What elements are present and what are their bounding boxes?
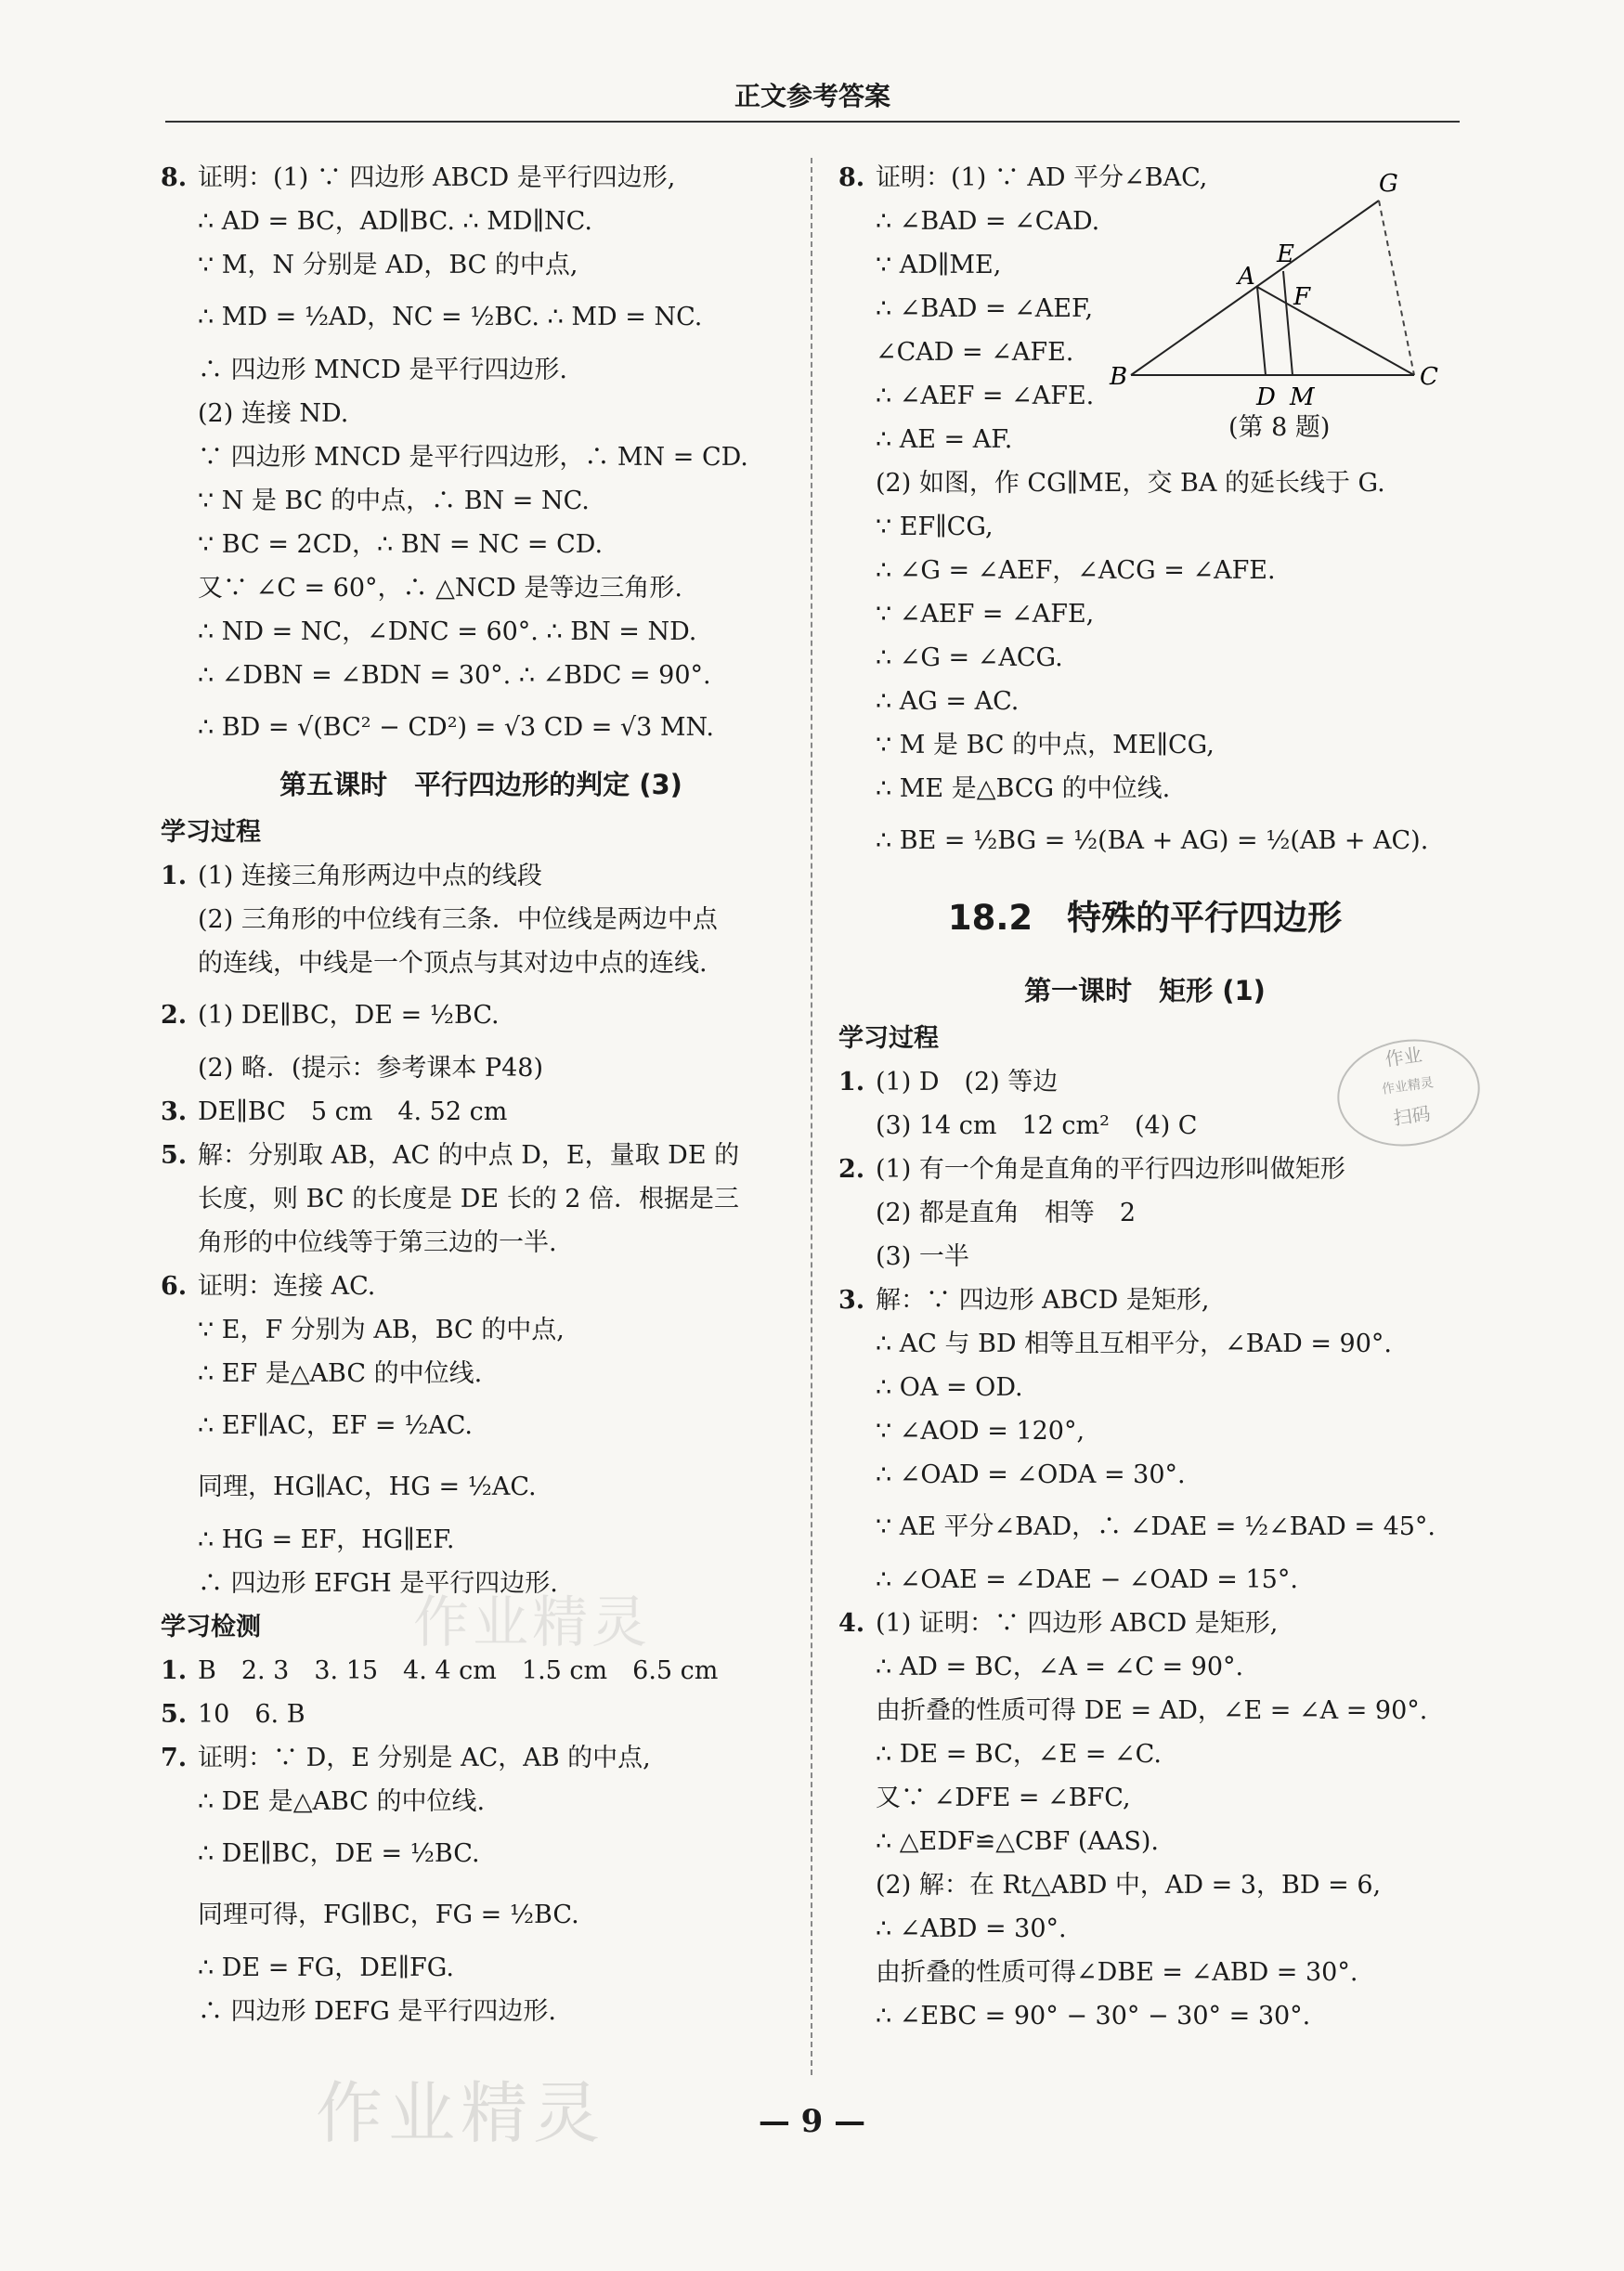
- line-text: ∵ E，F 分别为 AB，BC 的中点,: [198, 1316, 565, 1344]
- line-text: ∵ EF∥CG,: [876, 513, 994, 541]
- question-number: 6.: [161, 1272, 188, 1301]
- line-text: 的连线，中线是一个顶点与其对边中点的连线.: [198, 949, 708, 978]
- line-text: ∵ ∠AEF = ∠AFE,: [876, 600, 1095, 629]
- line-text: (3) 14 cm 12 cm² (4) C: [876, 1111, 1198, 1140]
- right-line: [838, 1602, 1451, 1645]
- left-line: [161, 156, 801, 200]
- right-line: [838, 1366, 1451, 1409]
- line-text: (1) 有一个角是直角的平行四边形叫做矩形: [876, 1155, 1345, 1184]
- line-text: ∴ AE = AF.: [876, 425, 1013, 454]
- line-text: 证明：连接 AC.: [198, 1272, 376, 1301]
- right-line: [838, 549, 1451, 592]
- question-number: 5.: [161, 1700, 188, 1729]
- line-text: ∵ N 是 BC 的中点，∴ BN = NC.: [198, 487, 590, 515]
- watermark-mid: 作业精灵: [413, 1590, 651, 1655]
- left-line: [161, 1134, 801, 1177]
- left-line: [161, 610, 801, 654]
- line-text: 角形的中位线等于第三边的一半.: [198, 1228, 557, 1257]
- line-text: (1) D (2) 等边: [876, 1068, 1059, 1097]
- left-line: [161, 1990, 801, 2033]
- line-text: 学习过程: [161, 818, 261, 847]
- right-line: [838, 636, 1451, 680]
- line-text: 证明：(1) ∵ AD 平分∠BAC,: [876, 163, 1208, 192]
- line-text: ∴ ∠AEF = ∠AFE.: [876, 382, 1095, 410]
- left-line: [161, 1090, 801, 1134]
- left-line: [161, 1352, 801, 1395]
- left-line: [161, 200, 801, 243]
- line-text: ∴ 四边形 EFGH 是平行四边形.: [198, 1569, 558, 1598]
- right-line: [838, 461, 1451, 505]
- line-text: DE∥BC 5 cm 4. 52 cm: [198, 1097, 508, 1126]
- line-text: ∵ ∠AOD = 120°,: [876, 1417, 1085, 1446]
- right-line: [838, 1278, 1451, 1322]
- line-text: 18.2 特殊的平行四边形: [947, 898, 1343, 938]
- line-text: ∴ HG = EF，HG∥EF.: [198, 1525, 455, 1554]
- label-f: F: [1293, 283, 1311, 311]
- left-line: [161, 392, 801, 435]
- line-text: ∴ EF∥AC，EF = ½AC.: [198, 1411, 474, 1440]
- line-text: (2) 略．(提示：参考课本 P48): [198, 1054, 544, 1083]
- line-text: (1) 证明：∵ 四边形 ABCD 是矩形,: [876, 1609, 1279, 1638]
- line-text: ∵ BC = 2CD，∴ BN = NC = CD.: [198, 530, 604, 559]
- right-line: [838, 767, 1451, 811]
- question-number: 1.: [161, 862, 188, 890]
- right-line: [838, 1409, 1451, 1453]
- left-line: [161, 523, 801, 566]
- line-text: 第五课时 平行四边形的判定 (3): [279, 769, 682, 800]
- line-text: ∴ AC 与 BD 相等且互相平分，∠BAD = 90°.: [876, 1330, 1392, 1358]
- question-number: 5.: [161, 1141, 188, 1170]
- triangle-figure: [1110, 165, 1438, 411]
- right-line: [838, 1907, 1451, 1951]
- left-line: [161, 243, 801, 287]
- right-line: [838, 872, 1451, 965]
- question-number: 3.: [161, 1097, 188, 1126]
- left-line: [161, 654, 801, 697]
- label-g: G: [1379, 170, 1398, 198]
- line-text: 由折叠的性质可得∠DBE = ∠ABD = 30°.: [876, 1958, 1358, 1987]
- line-text: (1) DE∥BC，DE = ½BC.: [198, 1001, 500, 1030]
- right-line: [838, 1235, 1451, 1278]
- header-rule: [165, 121, 1460, 123]
- left-line: [161, 348, 801, 392]
- line-text: 又∵ ∠C = 60°，∴ △NCD 是等边三角形.: [198, 574, 682, 603]
- question-number: 2.: [161, 1001, 188, 1030]
- line-text: ∴ AD = BC，∠A = ∠C = 90°.: [876, 1653, 1244, 1681]
- line-text: ∴ OA = OD.: [876, 1373, 1023, 1402]
- line-text: 证明：(1) ∵ 四边形 ABCD 是平行四边形,: [198, 163, 676, 192]
- line-text: ∴ ∠EBC = 90° − 30° − 30° = 30°.: [876, 2002, 1311, 2031]
- column-divider: [811, 158, 812, 2075]
- right-line: [838, 1453, 1451, 1497]
- right-line: [838, 1820, 1451, 1863]
- left-line: [161, 566, 801, 610]
- left-line: [161, 1221, 801, 1265]
- line-text: 由折叠的性质可得 DE = AD，∠E = ∠A = 90°.: [876, 1696, 1428, 1725]
- question-number: 2.: [838, 1155, 865, 1184]
- line-text: ∴ ∠G = ∠AEF，∠ACG = ∠AFE.: [876, 556, 1276, 585]
- line-text: 第一课时 矩形 (1): [1024, 975, 1266, 1006]
- label-e: E: [1277, 240, 1294, 268]
- left-line: [161, 1308, 801, 1352]
- line-text: 解：∵ 四边形 ABCD 是矩形,: [876, 1286, 1210, 1315]
- question-number: 4.: [838, 1609, 865, 1638]
- left-line: [161, 435, 801, 479]
- label-a: A: [1238, 263, 1255, 291]
- line-text: ∴ ∠BAD = ∠CAD.: [876, 207, 1100, 236]
- question-number: 8.: [838, 163, 865, 192]
- line-text: (2) 都是直角 相等 2: [876, 1199, 1137, 1227]
- left-line: [161, 811, 801, 854]
- line-text: ∴ △EDF≌△CBF (AAS).: [876, 1827, 1159, 1856]
- right-line: [838, 1645, 1451, 1689]
- right-line: [838, 680, 1451, 723]
- line-text: ∴ 四边形 DEFG 是平行四边形.: [198, 1997, 556, 2026]
- line-text: ∴ DE = FG，DE∥FG.: [198, 1953, 454, 1982]
- line-text: (2) 连接 ND.: [198, 399, 349, 428]
- line-text: ∴ BD = √(BC² − CD²) = √3 CD = √3 MN.: [198, 713, 714, 742]
- left-line: [161, 854, 801, 898]
- line-text: 同理可得，FG∥BC，FG = ½BC.: [198, 1901, 579, 1929]
- left-line: [161, 1946, 801, 1990]
- line-text: 证明：∵ D，E 分别是 AC，AB 的中点,: [198, 1744, 651, 1772]
- right-line: [838, 1951, 1451, 1994]
- left-line: [161, 1518, 801, 1562]
- line-text: ∴ EF 是△ABC 的中位线.: [198, 1359, 483, 1388]
- line-text: ∴ ME 是△BCG 的中位线.: [876, 774, 1171, 803]
- line-text: 解：分别取 AB，AC 的中点 D，E，量取 DE 的: [198, 1141, 740, 1170]
- segment-ad: [1257, 287, 1266, 375]
- left-line: [161, 898, 801, 941]
- line-text: 又∵ ∠DFE = ∠BFC,: [876, 1784, 1131, 1812]
- question-number: 8.: [161, 163, 188, 192]
- right-line: [838, 1732, 1451, 1776]
- label-m: M: [1290, 383, 1315, 411]
- question-number: 1.: [161, 1656, 188, 1685]
- line-text: ∴ AD = BC，AD∥BC. ∴ MD∥NC.: [198, 207, 592, 236]
- line-text: ∵ AD∥ME,: [876, 251, 1002, 279]
- line-text: ∴ AG = AC.: [876, 687, 1020, 716]
- line-text: ∴ ∠OAD = ∠ODA = 30°.: [876, 1460, 1186, 1489]
- left-line: [161, 759, 801, 811]
- line-text: (2) 三角形的中位线有三条．中位线是两边中点: [198, 905, 718, 934]
- left-line: [161, 1177, 801, 1221]
- line-text: ∠CAD = ∠AFE.: [876, 338, 1074, 367]
- line-text: ∴ ND = NC，∠DNC = 60°. ∴ BN = ND.: [198, 617, 697, 646]
- left-line: [161, 697, 801, 759]
- question-number: 1.: [838, 1068, 865, 1097]
- line-text: ∴ ∠G = ∠ACG.: [876, 643, 1063, 672]
- line-text: ∴ ∠DBN = ∠BDN = 30°. ∴ ∠BDC = 90°.: [198, 661, 711, 690]
- line-text: (1) 连接三角形两边中点的线段: [198, 862, 542, 890]
- right-line: [838, 811, 1451, 872]
- label-b: B: [1110, 363, 1128, 391]
- line-text: ∵ AE 平分∠BAD，∴ ∠DAE = ½∠BAD = 45°.: [876, 1512, 1436, 1541]
- left-line: [161, 1736, 801, 1780]
- right-line: [838, 1994, 1451, 2038]
- right-line: [838, 1322, 1451, 1366]
- left-line: [161, 479, 801, 523]
- left-line: [161, 985, 801, 1046]
- line-text: ∴ MD = ½AD，NC = ½BC. ∴ MD = NC.: [198, 303, 703, 331]
- segment-me: [1283, 271, 1293, 375]
- left-line: [161, 1046, 801, 1090]
- right-line: [838, 1558, 1451, 1602]
- left-line: [161, 1885, 801, 1946]
- line-text: B 2. 3 3. 15 4. 4 cm 1.5 cm 6.5 cm: [198, 1656, 719, 1685]
- line-text: ∵ 四边形 MNCD 是平行四边形，∴ MN = CD.: [198, 443, 748, 472]
- figure-caption: (第 8 题): [1228, 413, 1331, 442]
- line-text: (2) 如图，作 CG∥ME，交 BA 的延长线于 G.: [876, 469, 1385, 498]
- right-line: [838, 418, 1451, 461]
- right-line: [838, 965, 1451, 1017]
- line-text: ∵ M 是 BC 的中点，ME∥CG,: [876, 731, 1215, 759]
- left-line: [161, 1780, 801, 1823]
- left-line: [161, 1823, 801, 1885]
- right-line: [838, 1776, 1451, 1820]
- left-line: [161, 1395, 801, 1457]
- left-line: [161, 1693, 801, 1736]
- left-column: [161, 156, 801, 2033]
- left-line: [161, 941, 801, 985]
- right-line: [838, 505, 1451, 549]
- page-header: 正文参考答案: [734, 81, 890, 111]
- stamp-seal: 作业 作业精灵 扫码: [1331, 1031, 1487, 1155]
- right-line: [838, 1191, 1451, 1235]
- line-text: ∴ ∠BAD = ∠AEF,: [876, 294, 1094, 323]
- right-line: [838, 1148, 1451, 1191]
- segment-cg-dashed: [1379, 201, 1414, 375]
- right-line: [838, 723, 1451, 767]
- label-c: C: [1420, 363, 1438, 391]
- line-text: 10 6. B: [198, 1700, 305, 1729]
- line-text: ∴ DE 是△ABC 的中位线.: [198, 1787, 486, 1816]
- line-text: ∴ ∠OAE = ∠DAE − ∠OAD = 15°.: [876, 1565, 1298, 1594]
- line-text: 长度，则 BC 的长度是 DE 长的 2 倍．根据是三: [198, 1185, 740, 1213]
- right-line: [838, 1497, 1451, 1558]
- line-text: ∴ 四边形 MNCD 是平行四边形.: [198, 356, 567, 384]
- watermark-bottom: 作业精灵: [316, 2074, 606, 2152]
- label-d: D: [1256, 383, 1276, 411]
- line-text: ∴ DE = BC，∠E = ∠C.: [876, 1740, 1162, 1769]
- line-text: ∵ M，N 分别是 AD，BC 的中点,: [198, 251, 578, 279]
- line-text: (2) 解：在 Rt△ABD 中，AD = 3，BD = 6,: [876, 1871, 1382, 1900]
- page-number: — 9 —: [758, 2103, 866, 2140]
- line-text: 同理，HG∥AC，HG = ½AC.: [198, 1473, 537, 1501]
- right-line: [838, 1689, 1451, 1732]
- right-line: [838, 592, 1451, 636]
- right-line: [838, 1863, 1451, 1907]
- question-number: 3.: [838, 1286, 865, 1315]
- line-text: ∴ BE = ½BG = ½(BA + AG) = ½(AB + AC).: [876, 826, 1429, 855]
- line-text: ∴ DE∥BC，DE = ½BC.: [198, 1839, 480, 1868]
- segment-ac: [1257, 287, 1414, 375]
- line-text: 学习检测: [161, 1613, 261, 1642]
- left-line: [161, 1457, 801, 1518]
- question-number: 7.: [161, 1744, 188, 1772]
- line-text: (3) 一半: [876, 1242, 969, 1271]
- line-text: 学习过程: [838, 1024, 939, 1053]
- left-line: [161, 1265, 801, 1308]
- left-line: [161, 287, 801, 348]
- line-text: ∴ ∠ABD = 30°.: [876, 1914, 1067, 1943]
